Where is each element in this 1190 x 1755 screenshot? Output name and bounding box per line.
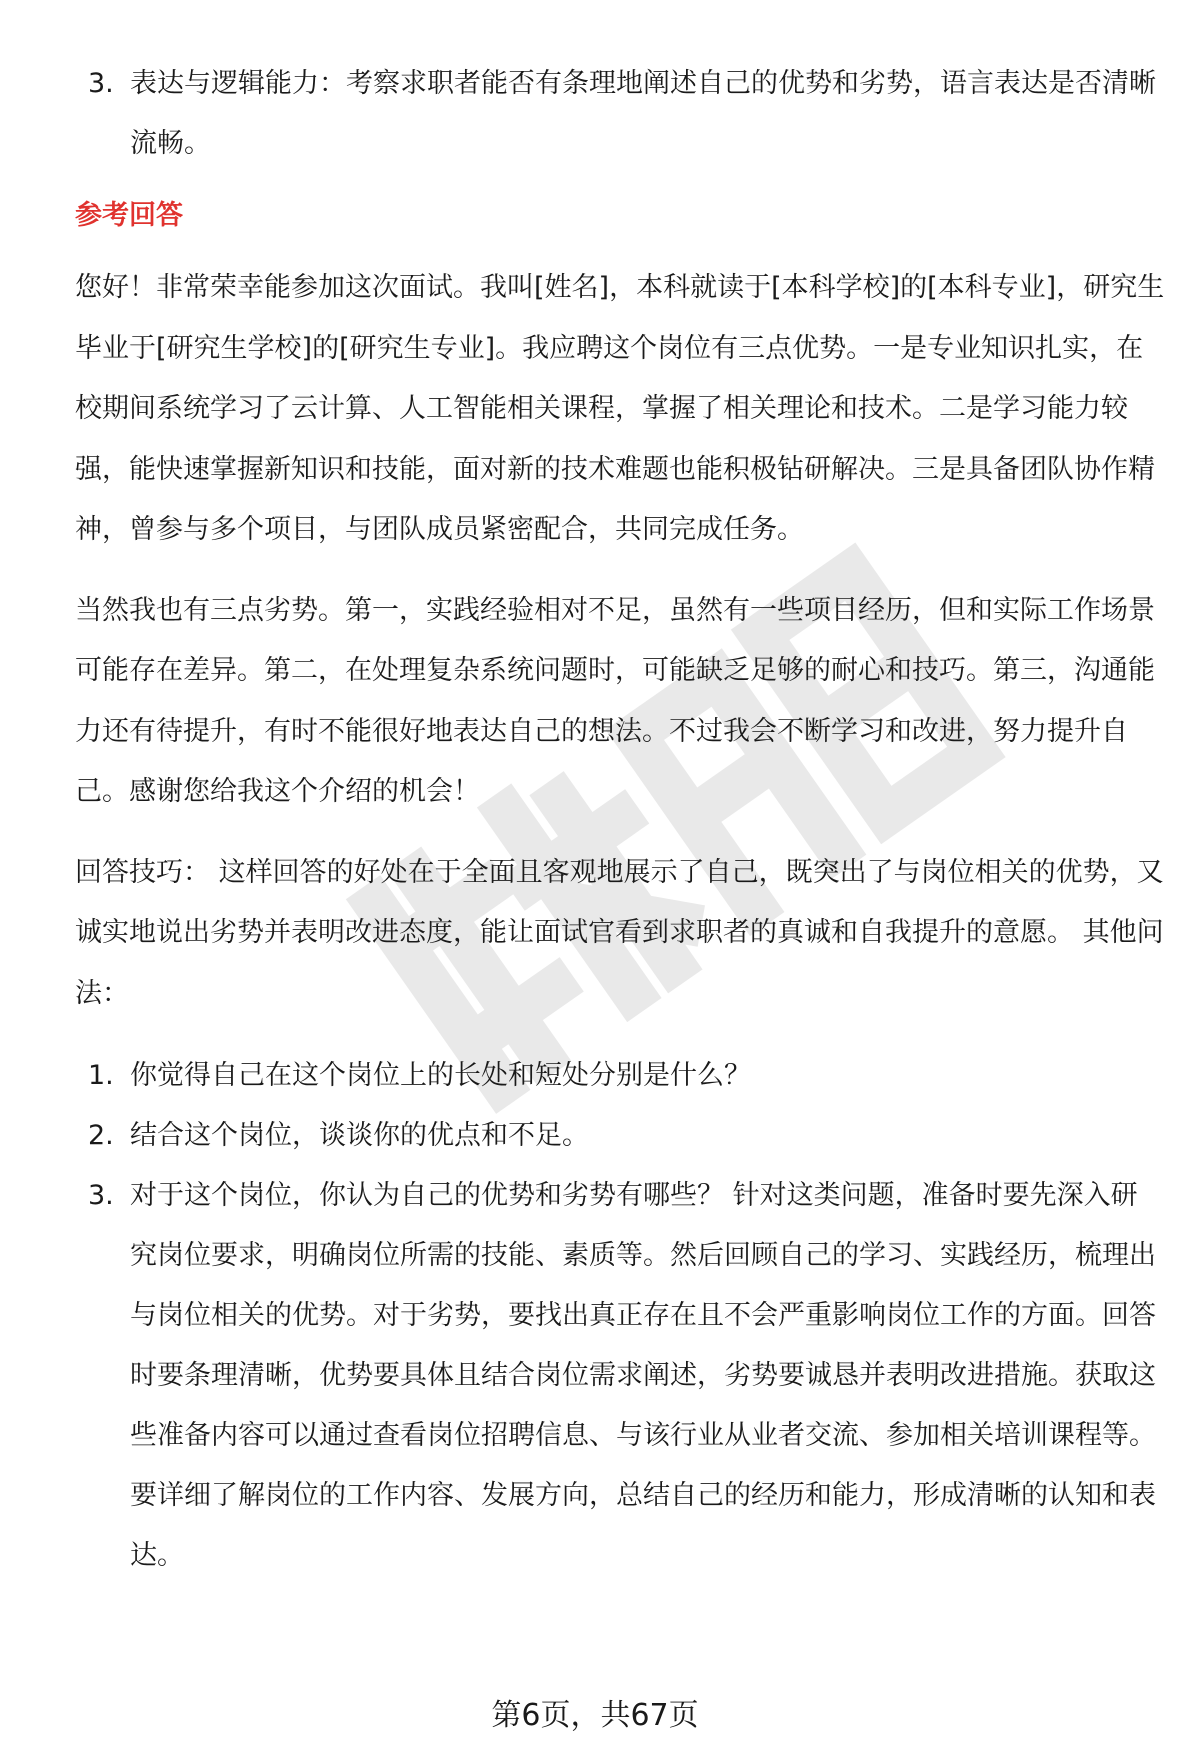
tips-paragraph: 回答技巧： 这样回答的好处在于全面且客观地展示了自己，既突出了与岗位相关的优势，又诚实地说出劣势并表明改进态度，能让面试官看到求职者的真诚和自我提升的意愿。 其他问法：	[75, 856, 1164, 1009]
answer-paragraph-strengths: 您好！非常荣幸能参加这次面试。我叫[姓名]，本科就读于[本科学校]的[本科专业]，研究生毕业于[研究生学校]的[研究生专业]。我应聘这个岗位有三点优势。一是专业知识扎实，在校期间系统学习了云计算、人工智能相关课程，掌握了相关理论和技术。二是学习能力较强，能快速掌握新知识和技能，面对新的技术难题也能积极钻研解决。三是具备团队协作精神，曾参与多个项目，与团队成员紧密配合，共同完成任务。	[75, 272, 1165, 545]
list-item-text: 表达与逻辑能力：考察求职者能否有条理地阐述自己的优势和劣势，语言表达是否清晰流畅。	[130, 68, 1156, 159]
list-number: 3.	[88, 1180, 114, 1211]
list-item	[75, 54, 1160, 174]
page-content	[75, 54, 1175, 1586]
list-item-text: 你觉得自己在这个岗位上的长处和短处分别是什么？	[130, 1060, 751, 1091]
page-footer: 第6页，共67页	[491, 1698, 699, 1733]
list-number: 2.	[88, 1120, 114, 1151]
other-questions-list	[75, 1046, 1175, 1586]
list-number: 1.	[88, 1060, 114, 1091]
list-number: 3.	[88, 68, 114, 99]
list-item	[75, 1166, 1160, 1586]
answer-paragraph-weaknesses: 当然我也有三点劣势。第一，实践经验相对不足，虽然有一些项目经历，但和实际工作场景可能存在差异。第二，在处理复杂系统问题时，可能缺乏足够的耐心和技巧。第三，沟通能力还有待提升，有时不能很好地表达自己的想法。不过我会不断学习和改进，努力提升自己。感谢您给我这个介绍的机会！	[75, 594, 1155, 807]
list-item-text: 对于这个岗位，你认为自己的优势和劣势有哪些？ 针对这类问题，准备时要先深入研究岗位要求，明确岗位所需的技能、素质等。然后回顾自己的学习、实践经历，梳理出与岗位相关的优势。对于劣势，要找出真正存在且不会严重影响岗位工作的方面。回答时要条理清晰，优势要具体且结合岗位需求阐述，劣势要诚恳并表明改进措施。获取这些准备内容可以通过查看岗位招聘信息、与该行业从业者交流、参加相关培训课程等。要详细了解岗位的工作内容、发展方向，总结自己的经历和能力，形成清晰的认知和表达。	[130, 1180, 1156, 1571]
reference-answer-heading: 参考回答	[75, 200, 183, 231]
list-item	[75, 1106, 1160, 1166]
list-item-text: 结合这个岗位，谈谈你的优点和不足。	[130, 1120, 589, 1151]
list-item	[75, 1046, 1160, 1106]
